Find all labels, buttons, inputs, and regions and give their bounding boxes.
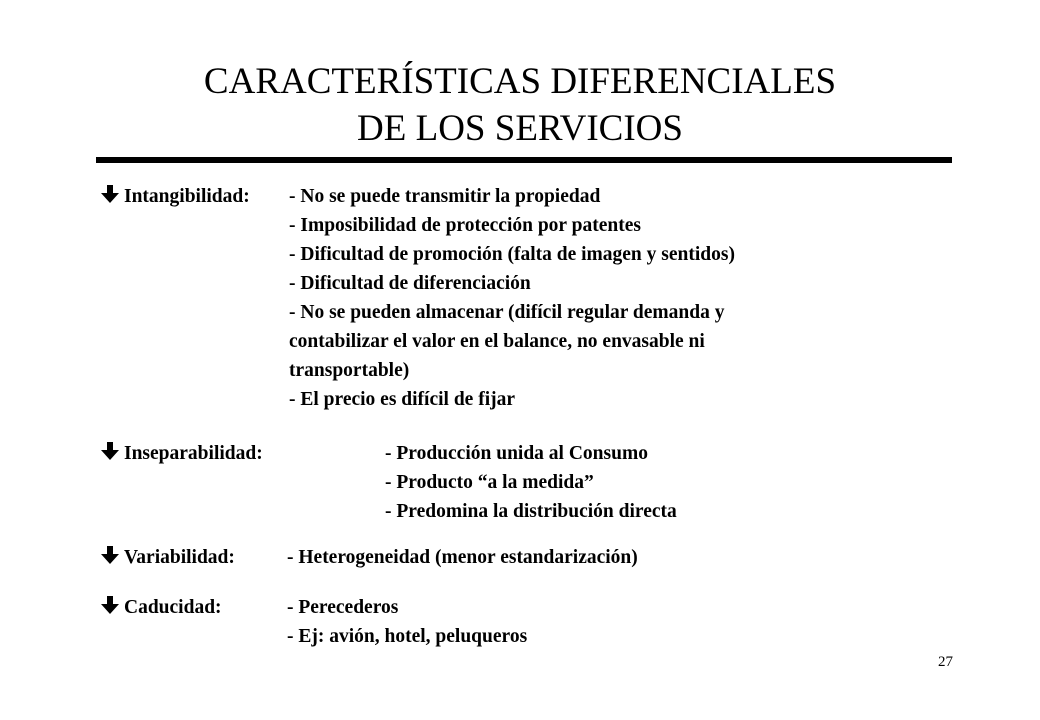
down-arrow-icon (100, 441, 120, 461)
section-line: - Dificultad de promoción (falta de imagen y sentidos) (289, 244, 735, 265)
section-line: - Heterogeneidad (menor estandarización) (287, 547, 638, 568)
section-line: - Imposibilidad de protección por patentes (289, 215, 641, 236)
section-label: Caducidad: (124, 597, 222, 618)
slide-title-line-1: CARACTERÍSTICAS DIFERENCIALES (203, 61, 837, 102)
down-arrow-icon (100, 545, 120, 565)
section-label: Inseparabilidad: (124, 443, 263, 464)
section-line: - Perecederos (287, 597, 399, 618)
section-line: - Producción unida al Consumo (385, 443, 648, 464)
down-arrow-icon (100, 595, 120, 615)
section-line: - Producto “a la medida” (385, 472, 594, 493)
section-line: - Dificultad de diferenciación (289, 273, 531, 294)
down-arrow-icon (100, 184, 120, 204)
slide-title (0, 58, 1040, 152)
section-label: Intangibilidad: (124, 186, 250, 207)
section-line: contabilizar el valor en el balance, no envasable ni (289, 331, 705, 352)
title-divider (96, 157, 952, 163)
section-line: - No se puede transmitir la propiedad (289, 186, 601, 207)
section-label: Variabilidad: (124, 547, 235, 568)
slide-title-line-2: DE LOS SERVICIOS (357, 108, 683, 149)
section-line: - Ej: avión, hotel, peluqueros (287, 626, 528, 647)
section-line: transportable) (289, 360, 410, 381)
section-line: - Predomina la distribución directa (385, 501, 677, 522)
section-line: - El precio es difícil de fijar (289, 389, 516, 410)
section-line: - No se pueden almacenar (difícil regular demanda y (289, 302, 725, 323)
page-number: 27 (938, 654, 953, 670)
